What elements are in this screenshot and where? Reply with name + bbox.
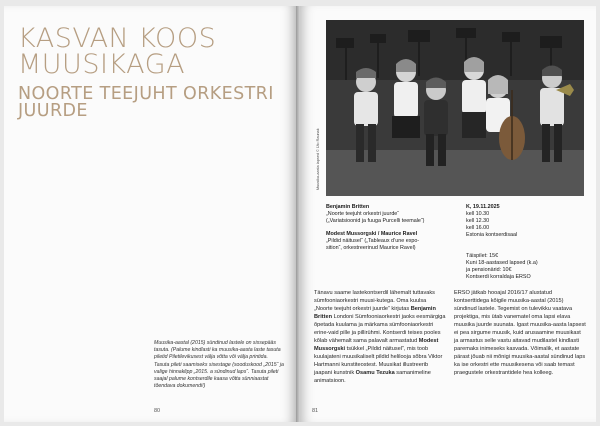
piece-title: „Pildid näitusel“ („Tableaux d’une expo- [326, 238, 420, 244]
concert-time: kell 10.30 [466, 211, 490, 217]
body-column-1 [314, 289, 446, 385]
program-piece-1 [326, 204, 444, 225]
body-text-run: samanimeline animatsioon. [314, 370, 431, 384]
right-page [300, 6, 596, 422]
concert-time: kell 16.00 [466, 225, 490, 231]
body-text-run: tsükkel „Pildid näitusel“, mis toob kuulajateni muusikaliselt pildid helilooja sõbra Viktor Hartmanni kunstiteostest. Muusikat illustreerib jaapani kunstnik [314, 346, 443, 376]
page-number-right: 81 [312, 408, 319, 414]
highlighted-name: Benjamin Britten [314, 306, 436, 320]
ticket-pensioners: ja pensionärid: 10€ [466, 267, 512, 273]
concert-organizer: Kontserdi korraldaja ERSO [466, 274, 531, 280]
concert-time: kell 12.30 [466, 218, 490, 224]
ticket-note: Muusika-aastal (2015) sündinud lastele on sissepääs tasuta. (Palume kindlasti ka muusika-aasta laste tasuta piletid Piletilevikusest välja võtta või välja printida. Tasuta pileti saamiseks sisestage (sooduskood „2015“ ja valige hinnaklipp „2015. a sündinud laps“. Tasuta pileti saajal palume kontserdile kaasa võtta sünniaastat tõendava dokumendi!) [154, 340, 284, 390]
article-subtitle: NOORTE TEEJUHT ORKESTRI JUURDE [18, 84, 274, 121]
composer-name: Benjamin Britten [326, 204, 370, 210]
program-piece-2 [326, 231, 444, 252]
left-page [4, 6, 296, 422]
photo-credit: Muusika-aasta lapsed © Ülo Raunak [316, 128, 320, 190]
highlighted-name: Osamu Tezuka [355, 370, 395, 376]
body-text-run: Londoni Sümfooniaorkestri jaoks eesmärgiga õpetada kuulama ja märkama sümfooniaorkestri erine-vaid pille ja pillirühmi. Kontserdi teises pooles kõlab vähemalt sama palavalt armastatud [314, 314, 446, 344]
piece-title: „Noorte teejuht orkestri juurde“ [326, 211, 400, 217]
concert-venue: Estonia kontserdisaal [466, 232, 518, 238]
composer-name: Modest Mussorgski / Maurice Ravel [326, 231, 418, 237]
body-text-run: Tänavu saame lastekontserdil lähemalt tuttavaks sümfooniaorkestri muusi-kutega. Oma kuulsa „Noorte teejuht orkestri juurde“ kirjutas [314, 290, 435, 312]
ticket-children: Kuni 18-aastased lapsed (k.a) [466, 260, 538, 266]
highlighted-name: Modest Mussorgski [314, 338, 439, 352]
photo-illustration [326, 20, 584, 196]
body-column-2: ERSO jätkab hooajal 2016/17 alustatud kontserttidega kõigile muusika-aastal (2015) sündinud lastele. Tegemist on tulevikku vaatava projektiga, mis ütab vanematel oma lapsi elava muusika juurde suunata. Igast muusika-aasta lapsest ei pea sirgume muusik, kuid arusaamine muusikast ja armastus selle vastu aitavad mudilastel kindlasti paremaks inimeseks kasvada. Võimalik, et aastate pärast jõuab nii mõnigi muusika-aastal sündinud laps ka ise orkestri ette muusikesena või saab temast praegustele orkestrantidele hea kolleeg. [454, 290, 586, 376]
ticket-info [466, 253, 584, 281]
concert-info [466, 204, 584, 281]
program-info [326, 204, 444, 258]
article-title: KASVAN KOOS MUUSIKAGA [18, 23, 217, 80]
piece-subtitle: sition“, orkestreerinud Maurice Ravel) [326, 245, 416, 251]
children-orchestra-photo [326, 20, 584, 196]
page-number-left: 80 [154, 408, 161, 414]
piece-subtitle: („Variatsioonid ja fuuga Purcelli teemale“) [326, 218, 425, 224]
ticket-price: Täispilet: 15€ [466, 253, 499, 259]
concert-date: K, 19.11.2025 [466, 204, 500, 210]
